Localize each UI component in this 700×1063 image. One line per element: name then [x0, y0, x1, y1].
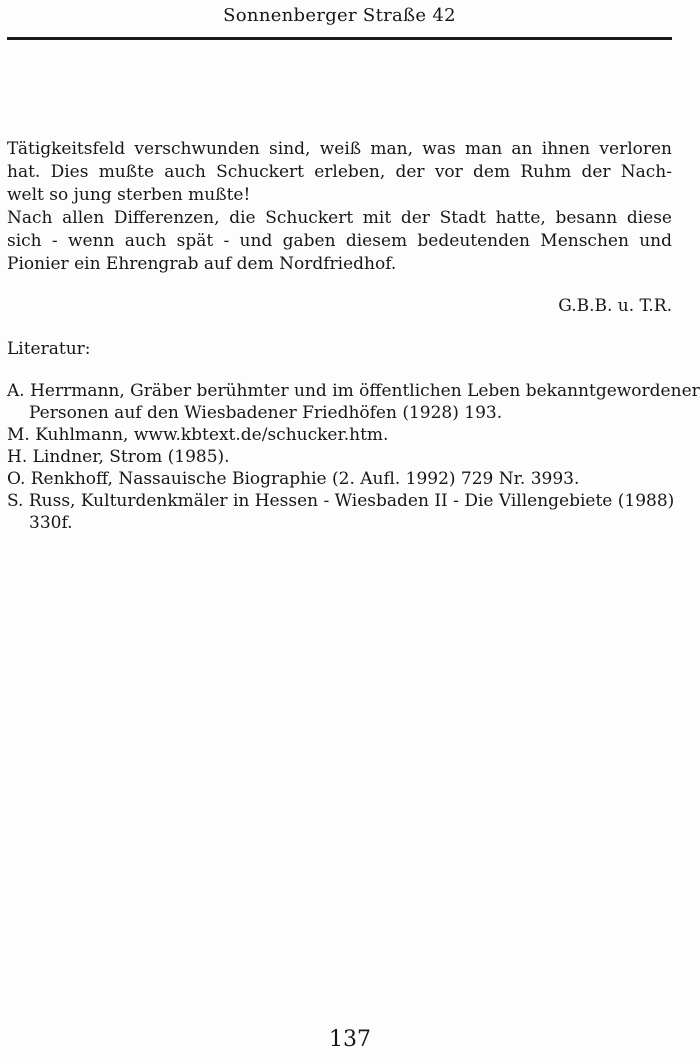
bibliography-entry-line: S. Russ, Kulturdenkmäler in Hessen - Wiesbaden II - Die Villengebiete (1988)	[7, 490, 675, 511]
bibliography-list	[7, 380, 700, 534]
paragraph2-line: Pionier ein Ehrengrab auf dem Nordfriedhof.	[7, 253, 397, 274]
paragraph1-line: hat. Dies mußte auch Schuckert erleben, der vor dem Ruhm der Nach-	[7, 161, 672, 182]
paragraph2-line: Nach allen Differenzen, die Schuckert mit der Stadt hatte, besann diese	[7, 207, 672, 228]
author-initials-signature: G.B.B. u. T.R.	[558, 295, 672, 316]
paragraph1-line: welt so jung sterben mußte!	[7, 184, 251, 205]
bibliography-entry-line: O. Renkhoff, Nassauische Biographie (2. Aufl. 1992) 729 Nr. 3993.	[7, 468, 580, 489]
bibliography-entry-line: A. Herrmann, Gräber berühmter und im öffentlichen Leben bekanntgewordener	[7, 380, 700, 401]
bibliography-entry-line: 330f.	[29, 512, 73, 533]
running-header-title: Sonnenberger Straße 42	[223, 5, 456, 26]
bibliography-entry-line: M. Kuhlmann, www.kbtext.de/schucker.htm.	[7, 424, 389, 445]
header-rule-divider	[7, 37, 672, 40]
body-text	[7, 138, 672, 276]
bibliography-entry-line: Personen auf den Wiesbadener Friedhöfen (1928) 193.	[29, 402, 503, 423]
paragraph2-line: sich - wenn auch spät - und gaben diesem bedeutenden Menschen und	[7, 230, 672, 251]
page-number: 137	[329, 1027, 371, 1052]
text-column	[7, 0, 700, 534]
literature-section-label: Literatur:	[7, 338, 91, 359]
bibliography-entry-line: H. Lindner, Strom (1985).	[7, 446, 230, 467]
paragraph1-line: Tätigkeitsfeld verschwunden sind, weiß man, was man an ihnen verloren	[7, 138, 672, 159]
